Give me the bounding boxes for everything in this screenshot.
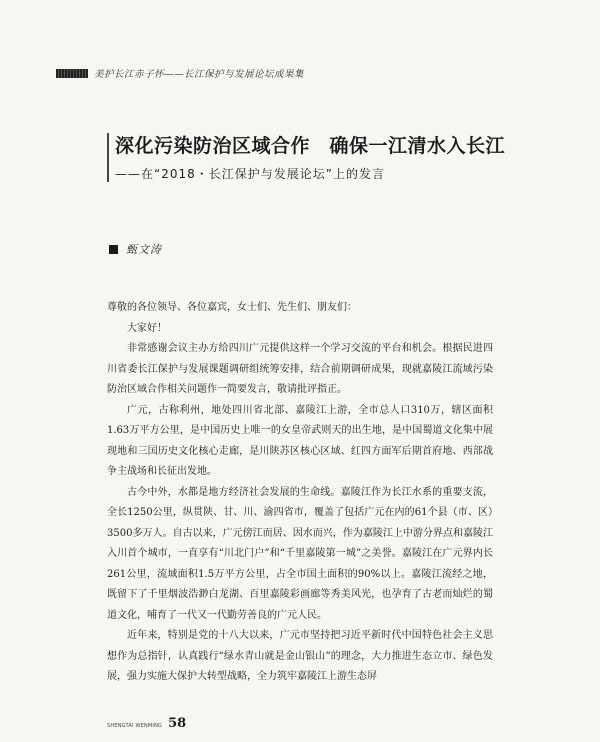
running-header [56, 66, 304, 80]
author-line [109, 241, 162, 257]
paragraph-jialing-river: 古今中外，水都是地方经济社会发展的生命线。嘉陵江作为长江水系的重要支流，全长1250公里，纵贯陕、甘、川、渝四省市，覆盖了包括广元在内的61个县（市、区）3500多万人。自古以来，广元傍江而居、因水而兴，作为嘉陵江上中游分界点和嘉陵江入川首个城市，一直享有“川北门户”和“千里嘉陵第一城”之美誉。嘉陵江在广元界内长261公里，流域面积1.5万平方公里，占全市国土面积的90%以上。嘉陵江流经之地，既留下了千里烟波浩渺白龙湖、百里嘉陵彩画廊等秀美风光，也孕育了古老而灿烂的蜀道文化，哺育了一代又一代勤劳善良的广元人民。 [107, 486, 493, 621]
paragraph-recent-years: 近年来，特别是党的十八大以来，广元市坚持把习近平新时代中国特色社会主义思想作为总指针，认真践行“绿水青山就是金山银山”的理念，大力推进生态立市、绿色发展，强力实施大保护大转型战略，全力筑牢嘉陵江上游生态屏 [107, 630, 493, 682]
header-logo-block [56, 69, 88, 78]
body-text [107, 298, 493, 688]
author-name: 甄文涛 [126, 243, 162, 256]
article-subtitle: ——在“2018・长江保护与发展论坛”上的发言 [115, 167, 385, 181]
author-square-icon [109, 245, 118, 254]
page-number: 58 [168, 716, 187, 731]
paragraph-guangyuan: 广元，古称利州，地处四川省北部、嘉陵江上游，全市总人口310万，辖区面积1.63万平方公里，是中国历史上唯一的女皇帝武则天的出生地，是中国蜀道文化集中展现地和三国历史文化核心走廊，是川陕苏区核心区域、红四方面军后期首府地、西部战争主战场和长征出发地。 [107, 404, 493, 477]
article-title: 深化污染防治区域合作 确保一江清水入长江 [115, 135, 506, 157]
paragraph-greeting: 大家好！ [127, 322, 167, 334]
footer-tag: SHENGTAI WENMING [107, 723, 163, 729]
paragraph-intro: 非常感谢会议主办方给四川广元提供这样一个学习交流的平台和机会。根据民进四川省委长江保护与发展课题调研组统筹安排，结合前期调研成果，现就嘉陵江流域污染防治区域合作相关问题作一简要发言，敬请批评指正。 [107, 343, 493, 395]
title-block [107, 133, 515, 182]
running-title: 美护长江赤子怀——长江保护与发展论坛成果集 [94, 69, 305, 80]
paragraph-salutation: 尊敬的各位领导、各位嘉宾，女士们、先生们、朋友们： [107, 302, 357, 313]
page-footer [107, 716, 186, 731]
